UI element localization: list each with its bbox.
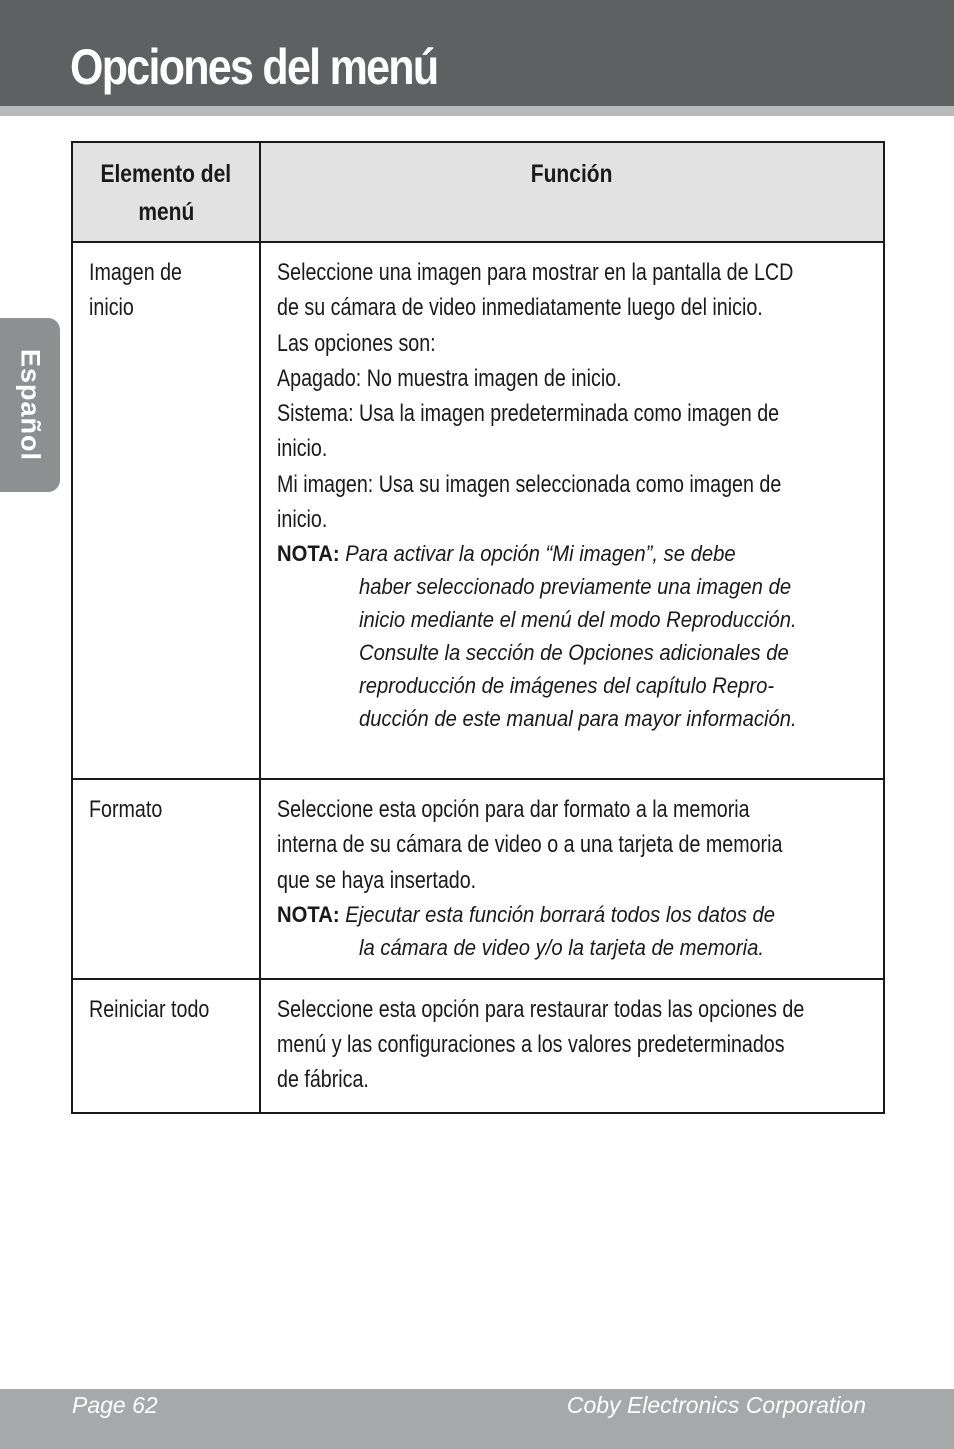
note-text: ducción de este manual para mayor información. (359, 706, 797, 732)
item-text: Reiniciar todo (89, 995, 210, 1023)
page-title: Opciones del menú (70, 39, 438, 95)
function-text: que se haya insertado. (277, 866, 477, 894)
note-text: haber seleccionado previamente una imagen de (359, 574, 792, 600)
function-cell (260, 242, 884, 779)
header-function-label: Función (531, 160, 613, 188)
note-text: la cámara de video y/o la tarjeta de memoria. (359, 934, 765, 960)
function-text: de su cámara de video inmediatamente luego del inicio. (277, 294, 763, 322)
header-item (72, 142, 260, 242)
header-item-line1: Elemento del (100, 160, 232, 188)
note-text: inicio mediante el menú del modo Reproducción. (359, 607, 797, 633)
function-text: Apagado: No muestra imagen de inicio. (277, 364, 622, 392)
function-text: Seleccione esta opción para restaurar todas las opciones de (277, 995, 805, 1023)
item-text: inicio (89, 294, 134, 321)
function-text: Mi imagen: Usa su imagen seleccionada como imagen de (277, 470, 782, 498)
item-cell (72, 979, 260, 1113)
table-row (72, 979, 884, 1113)
function-cell (260, 979, 884, 1113)
function-text: Seleccione esta opción para dar formato a la memoria (277, 796, 750, 823)
header-item-line2: menú (137, 198, 195, 226)
function-text: interna de su cámara de video o a una tarjeta de memoria (277, 831, 783, 859)
function-text: menú y las configuraciones a los valores predeterminados (277, 1031, 785, 1059)
function-text: Sistema: Usa la imagen predeterminada como imagen de (277, 400, 780, 428)
item-text: Imagen de (89, 259, 183, 286)
function-text: inicio. (277, 435, 328, 463)
item-cell (72, 242, 260, 779)
note-text: Ejecutar esta función borrará todos los datos de (345, 901, 776, 927)
note-block (277, 898, 877, 964)
language-tab-label: Español (15, 348, 46, 462)
note-text: Consulte la sección de Opciones adicionales de (359, 640, 789, 666)
table-header-row (72, 142, 884, 242)
header-stripe (0, 106, 954, 116)
function-text: inicio. (277, 506, 328, 534)
menu-options-table (71, 141, 885, 1114)
function-text: de fábrica. (277, 1066, 369, 1094)
page-number: Page 62 (72, 1392, 158, 1418)
item-text: Formato (89, 796, 163, 823)
note-text: Para activar la opción “Mi imagen”, se debe (345, 541, 736, 567)
function-cell (260, 779, 884, 979)
note-label: NOTA: (277, 901, 340, 927)
table-row (72, 242, 884, 779)
table-row (72, 779, 884, 979)
header-function (260, 142, 884, 242)
note-block (277, 537, 877, 735)
company-name: Coby Electronics Corporation (566, 1392, 866, 1418)
item-cell (72, 779, 260, 979)
function-text: Seleccione una imagen para mostrar en la pantalla de LCD (277, 259, 794, 286)
note-label: NOTA: (277, 541, 340, 567)
function-text: Las opciones son: (277, 329, 436, 357)
note-text: reproducción de imágenes del capítulo Repro- (359, 673, 775, 699)
